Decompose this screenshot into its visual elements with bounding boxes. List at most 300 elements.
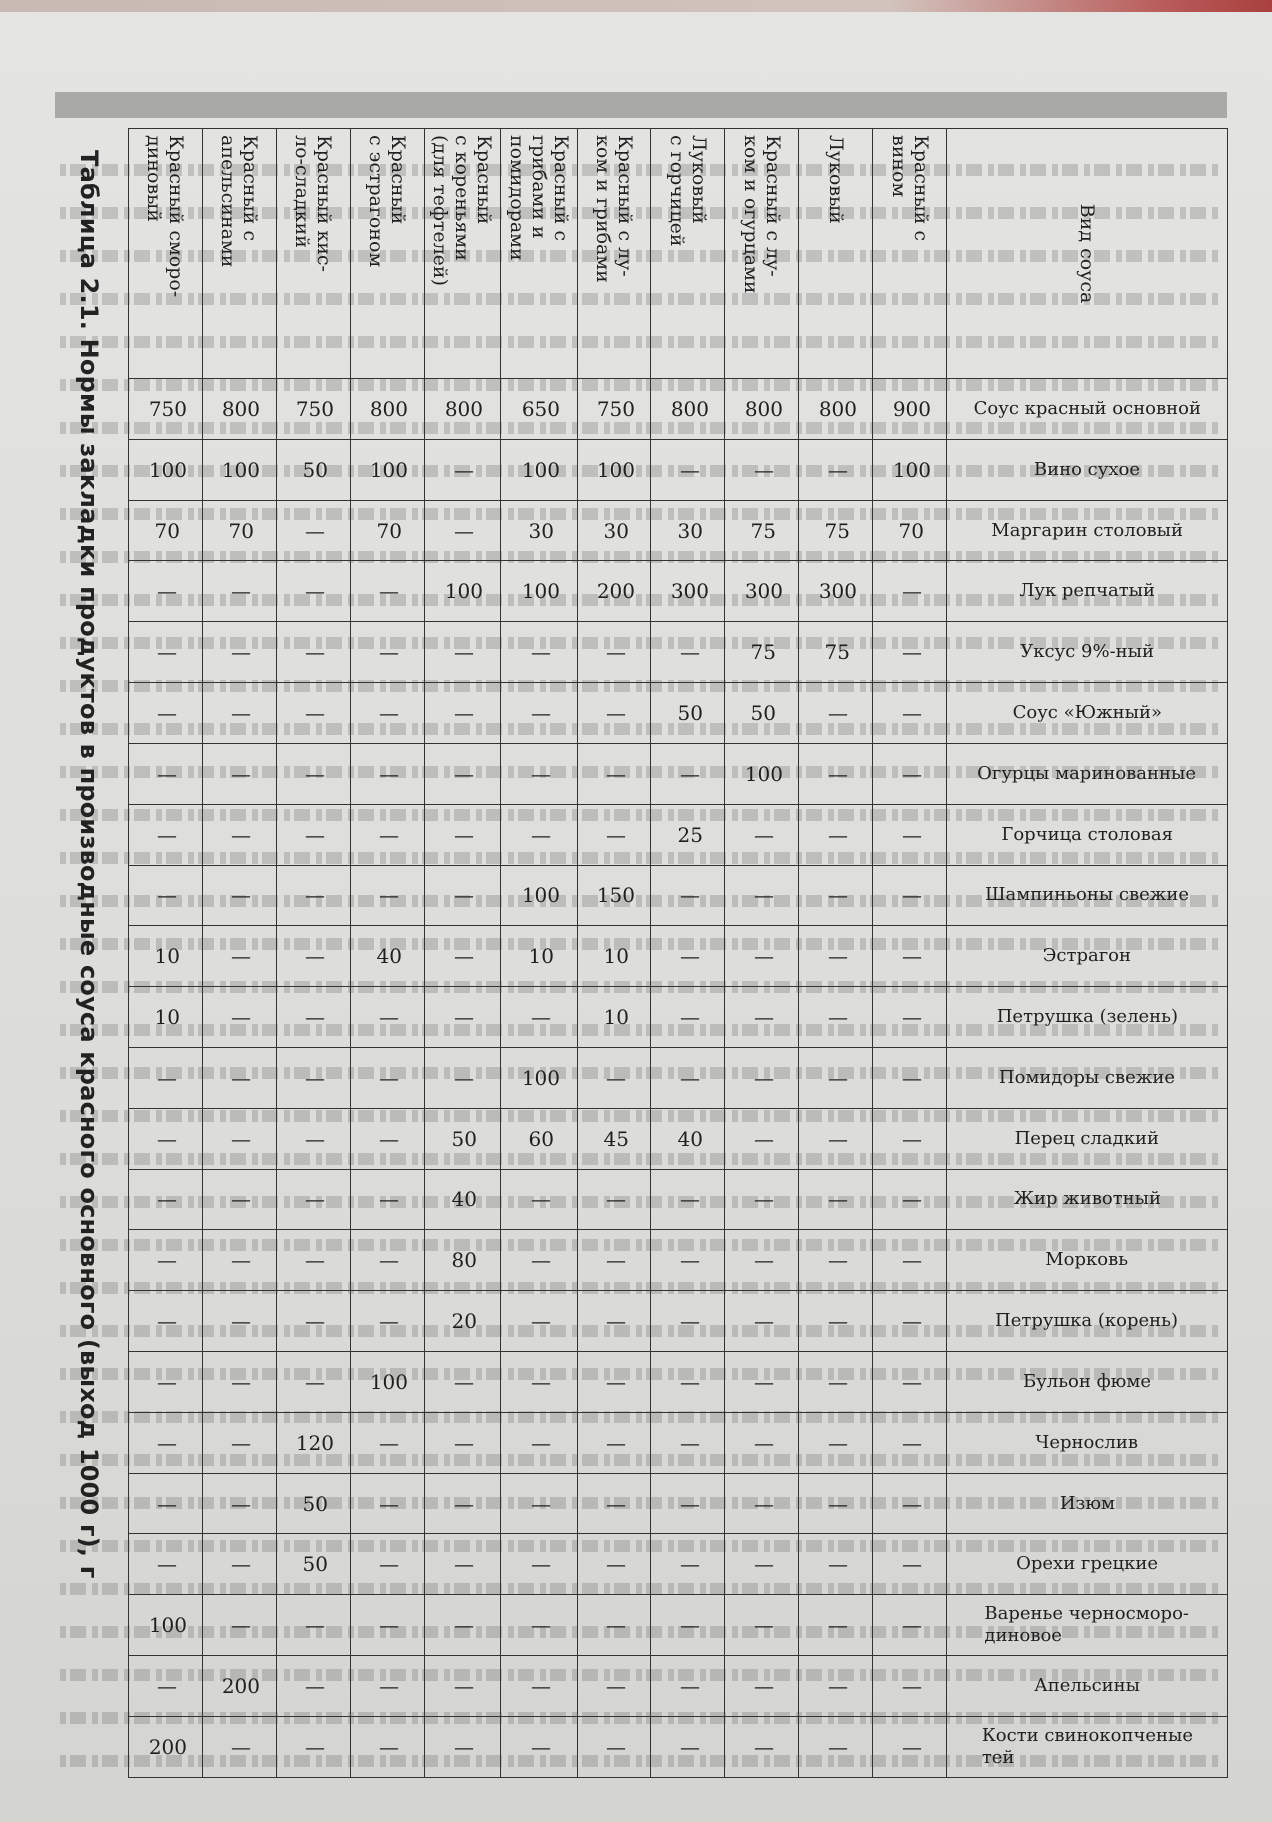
quantity-value: —	[530, 1491, 551, 1516]
quantity-cell	[350, 1716, 424, 1777]
quantity-cell	[725, 1412, 799, 1473]
quantity-value: —	[379, 822, 400, 847]
quantity-value: —	[379, 579, 400, 604]
quantity-cell	[501, 1716, 577, 1777]
quantity-cell	[577, 1716, 651, 1777]
quantity-value: 40	[376, 944, 402, 969]
quantity-value: 750	[296, 396, 335, 421]
quantity-cell	[350, 1595, 424, 1656]
quantity-cell	[424, 1230, 500, 1291]
quantity-cell	[577, 926, 651, 987]
quantity-value: 70	[898, 518, 925, 543]
quantity-cell	[725, 1656, 799, 1717]
quantity-value: —	[157, 1065, 178, 1090]
quantity-value: 300	[744, 579, 783, 604]
quantity-cell	[350, 1108, 424, 1169]
quantity-value: —	[827, 883, 848, 908]
quantity-cell	[651, 1169, 725, 1230]
quantity-cell	[424, 1108, 500, 1169]
quantity-cell	[799, 865, 873, 926]
quantity-value: —	[530, 1734, 551, 1759]
quantity-cell	[873, 1656, 947, 1717]
quantity-cell	[873, 561, 947, 622]
quantity-value: —	[379, 1491, 400, 1516]
quantity-value: —	[606, 700, 626, 725]
quantity-cell	[577, 1595, 651, 1656]
quantity-value: 100	[521, 579, 560, 604]
header-ingredient-label: Орехи грецкие	[1016, 1553, 1158, 1575]
quantity-value: —	[606, 761, 626, 786]
quantity-cell	[424, 500, 500, 561]
quantity-cell	[276, 379, 350, 440]
quantity-cell	[873, 1473, 947, 1534]
quantity-cell	[725, 683, 799, 744]
quantity-value: —	[530, 1430, 551, 1455]
quantity-value: —	[454, 1613, 475, 1638]
quantity-cell	[424, 1595, 500, 1656]
quantity-value: 30	[603, 518, 629, 543]
sauce-name: Красный с лу- ком и огурцами	[725, 129, 799, 379]
quantity-value: —	[606, 1309, 626, 1334]
quantity-cell	[424, 987, 500, 1048]
quantity-cell	[129, 1108, 203, 1169]
header-ingredient	[947, 926, 1228, 987]
quantity-value: —	[827, 761, 848, 786]
quantity-cell	[651, 1656, 725, 1717]
quantity-cell	[202, 1291, 276, 1352]
quantity-cell	[276, 865, 350, 926]
quantity-value: —	[454, 1430, 475, 1455]
header-ingredient-label: Петрушка (корень)	[995, 1310, 1179, 1332]
quantity-cell	[799, 683, 873, 744]
quantity-cell	[651, 1108, 725, 1169]
quantity-cell	[725, 500, 799, 561]
quantity-value: —	[827, 700, 848, 725]
quantity-value: 100	[892, 457, 931, 482]
quantity-cell	[202, 987, 276, 1048]
quantity-value: —	[606, 1065, 626, 1090]
quantity-cell	[424, 1352, 500, 1413]
quantity-value: —	[231, 640, 252, 665]
quantity-value: 100	[148, 457, 187, 482]
quantity-value: —	[827, 1126, 848, 1151]
quantity-cell	[424, 1534, 500, 1595]
quantity-cell	[873, 439, 947, 500]
quantity-cell	[276, 561, 350, 622]
quantity-value: 30	[528, 518, 554, 543]
quantity-cell	[129, 1047, 203, 1108]
quantity-value: 300	[818, 579, 857, 604]
quantity-cell	[799, 1230, 873, 1291]
quantity-cell	[202, 1412, 276, 1473]
quantity-cell	[651, 743, 725, 804]
quantity-cell	[424, 1473, 500, 1534]
quantity-value: —	[157, 700, 178, 725]
quantity-value: —	[454, 1673, 475, 1698]
quantity-value: —	[530, 1309, 551, 1334]
quantity-cell	[350, 1473, 424, 1534]
quantity-value: —	[606, 1430, 626, 1455]
quantity-cell	[725, 1047, 799, 1108]
quantity-cell	[501, 1473, 577, 1534]
quantity-cell	[424, 683, 500, 744]
quantity-cell	[577, 500, 651, 561]
quantity-value: —	[231, 1369, 252, 1394]
quantity-value: —	[157, 761, 178, 786]
quantity-value: —	[530, 761, 551, 786]
quantity-cell	[202, 1656, 276, 1717]
quantity-cell	[202, 865, 276, 926]
sauce-name: Красный сморо- диновый	[129, 129, 203, 379]
quantity-value: —	[231, 1309, 252, 1334]
quantity-value: —	[530, 1005, 551, 1030]
quantity-value: —	[827, 1065, 848, 1090]
header-ingredient-label: Помидоры свежие	[998, 1066, 1176, 1088]
quantity-value: —	[454, 700, 475, 725]
quantity-cell	[799, 1656, 873, 1717]
quantity-value: —	[606, 1613, 626, 1638]
header-ingredient	[947, 987, 1228, 1048]
sauce-name: Красный кис- ло-сладкий	[276, 129, 350, 379]
quantity-cell	[424, 561, 500, 622]
quantity-value: —	[753, 1673, 774, 1698]
quantity-value: 20	[451, 1309, 478, 1334]
quantity-value: 10	[154, 1005, 181, 1030]
quantity-cell	[276, 683, 350, 744]
quantity-cell	[129, 561, 203, 622]
quantity-cell	[799, 379, 873, 440]
quantity-value: —	[305, 1126, 326, 1151]
quantity-value: —	[379, 1430, 400, 1455]
quantity-cell	[725, 1291, 799, 1352]
quantity-value: —	[827, 1248, 848, 1273]
quantity-cell	[350, 865, 424, 926]
header-sauce-type: Вид соуса	[947, 129, 1228, 379]
quantity-value: 10	[603, 944, 629, 969]
quantity-cell	[501, 865, 577, 926]
quantity-value: —	[827, 1369, 848, 1394]
quantity-cell	[799, 1595, 873, 1656]
header-ingredient	[947, 683, 1228, 744]
quantity-value: —	[606, 1187, 626, 1212]
table-row	[725, 129, 799, 1778]
top-color-strip	[0, 0, 1272, 12]
quantity-value: 100	[445, 579, 484, 604]
quantity-cell	[276, 1534, 350, 1595]
quantity-cell	[873, 1352, 947, 1413]
sauce-name: Красный с вином	[873, 129, 947, 379]
quantity-cell	[577, 379, 651, 440]
quantity-cell	[501, 1108, 577, 1169]
header-ingredient-label: Перец сладкий	[1014, 1127, 1160, 1149]
quantity-cell	[577, 1534, 651, 1595]
quantity-value: —	[901, 883, 922, 908]
header-ingredient-label: Горчица столовая	[1001, 823, 1173, 845]
quantity-cell	[202, 1534, 276, 1595]
header-ingredient-label: Уксус 9%-ный	[1020, 641, 1154, 663]
quantity-cell	[202, 561, 276, 622]
quantity-value: —	[305, 1734, 326, 1759]
header-ingredient	[947, 1534, 1228, 1595]
quantity-cell	[651, 1595, 725, 1656]
quantity-cell	[725, 1716, 799, 1777]
header-ingredient-label: Чернослив	[1035, 1431, 1139, 1453]
quantity-value: —	[231, 944, 252, 969]
quantity-value: —	[305, 1065, 326, 1090]
quantity-cell	[424, 743, 500, 804]
quantity-value: 50	[302, 1491, 328, 1516]
quantity-cell	[501, 743, 577, 804]
quantity-value: 800	[222, 396, 261, 421]
quantity-cell	[129, 1534, 203, 1595]
quantity-value: —	[305, 1187, 326, 1212]
quantity-value: 50	[302, 1552, 328, 1577]
quantity-cell	[202, 683, 276, 744]
quantity-cell	[424, 1169, 500, 1230]
quantity-cell	[276, 1412, 350, 1473]
quantity-cell	[873, 379, 947, 440]
quantity-value: —	[679, 1187, 700, 1212]
quantity-cell	[501, 1534, 577, 1595]
quantity-cell	[424, 1656, 500, 1717]
quantity-cell	[651, 622, 725, 683]
quantity-value: —	[157, 1248, 178, 1273]
quantity-value: —	[305, 1005, 326, 1030]
quantity-cell	[350, 561, 424, 622]
quantity-cell	[873, 926, 947, 987]
quantity-cell	[799, 1716, 873, 1777]
quantity-value: 100	[521, 1065, 560, 1090]
quantity-value: —	[530, 1248, 551, 1273]
quantity-cell	[129, 622, 203, 683]
quantity-value: —	[379, 1613, 400, 1638]
quantity-cell	[276, 1047, 350, 1108]
quantity-value: —	[606, 822, 626, 847]
quantity-cell	[350, 683, 424, 744]
quantity-cell	[276, 1169, 350, 1230]
quantity-value: 800	[370, 396, 409, 421]
quantity-cell	[501, 561, 577, 622]
quantity-value: 100	[370, 457, 409, 482]
quantity-value: —	[827, 944, 848, 969]
quantity-value: —	[901, 761, 922, 786]
quantity-cell	[424, 804, 500, 865]
quantity-value: —	[454, 761, 475, 786]
quantity-cell	[129, 500, 203, 561]
quantity-value: 650	[521, 396, 560, 421]
quantity-cell	[350, 1291, 424, 1352]
quantity-cell	[725, 743, 799, 804]
quantity-value: 100	[744, 761, 783, 786]
quantity-value: —	[454, 1734, 475, 1759]
quantity-value: —	[827, 1005, 848, 1030]
quantity-cell	[129, 987, 203, 1048]
quantity-value: —	[679, 883, 700, 908]
quantity-value: —	[753, 1005, 774, 1030]
quantity-value: —	[231, 1187, 252, 1212]
quantity-value: —	[454, 1369, 475, 1394]
quantity-value: —	[157, 1187, 178, 1212]
quantity-value: —	[753, 457, 774, 482]
quantity-cell	[725, 1473, 799, 1534]
quantity-cell	[577, 1473, 651, 1534]
quantity-value: —	[305, 518, 326, 543]
quantity-value: —	[231, 822, 252, 847]
quantity-cell	[350, 1656, 424, 1717]
quantity-cell	[651, 500, 725, 561]
quantity-cell	[350, 622, 424, 683]
header-ingredient	[947, 439, 1228, 500]
quantity-cell	[276, 1108, 350, 1169]
quantity-cell	[276, 1230, 350, 1291]
quantity-value: —	[305, 822, 326, 847]
quantity-cell	[129, 379, 203, 440]
quantity-cell	[276, 500, 350, 561]
quantity-cell	[276, 1656, 350, 1717]
quantity-value: —	[530, 822, 551, 847]
quantity-value: —	[379, 1005, 400, 1030]
norms-table	[128, 128, 1228, 1778]
quantity-cell	[129, 1656, 203, 1717]
quantity-value: —	[901, 1248, 922, 1273]
quantity-value: —	[606, 1369, 626, 1394]
quantity-cell	[651, 683, 725, 744]
quantity-cell	[799, 500, 873, 561]
header-row	[947, 129, 1228, 1778]
quantity-value: 70	[376, 518, 402, 543]
quantity-value: —	[679, 1005, 700, 1030]
header-band	[55, 92, 1227, 118]
quantity-value: 75	[824, 518, 851, 543]
quantity-value: —	[305, 579, 326, 604]
sauce-name: Красный с кореньями (для тефтелей)	[424, 129, 500, 379]
quantity-value: —	[305, 1613, 326, 1638]
quantity-cell	[799, 1412, 873, 1473]
quantity-cell	[799, 1169, 873, 1230]
quantity-value: —	[454, 822, 475, 847]
header-ingredient	[947, 1412, 1228, 1473]
quantity-value: —	[753, 822, 774, 847]
quantity-cell	[651, 561, 725, 622]
quantity-cell	[873, 622, 947, 683]
quantity-value: —	[679, 457, 700, 482]
quantity-cell	[725, 379, 799, 440]
quantity-value: —	[231, 1430, 252, 1455]
quantity-cell	[129, 1595, 203, 1656]
quantity-value: 25	[677, 822, 703, 847]
quantity-value: —	[157, 1369, 178, 1394]
quantity-cell	[129, 743, 203, 804]
header-ingredient-label: Соус «Южный»	[1012, 701, 1162, 723]
quantity-cell	[799, 1473, 873, 1534]
quantity-cell	[799, 1291, 873, 1352]
header-ingredient	[947, 1352, 1228, 1413]
quantity-cell	[202, 1352, 276, 1413]
quantity-value: —	[827, 1187, 848, 1212]
quantity-cell	[276, 1716, 350, 1777]
quantity-cell	[129, 1291, 203, 1352]
quantity-cell	[424, 439, 500, 500]
header-ingredient	[947, 743, 1228, 804]
table-caption: Таблица 2.1. Нормы закладки продуктов в производные соуса красного основного (выход 1000 г), г	[75, 150, 103, 1579]
quantity-cell	[424, 1716, 500, 1777]
quantity-value: —	[606, 1491, 626, 1516]
quantity-cell	[501, 1656, 577, 1717]
quantity-cell	[873, 1169, 947, 1230]
quantity-cell	[873, 1230, 947, 1291]
header-ingredient	[947, 1230, 1228, 1291]
quantity-value: —	[379, 1248, 400, 1273]
quantity-value: —	[827, 1673, 848, 1698]
quantity-cell	[577, 1169, 651, 1230]
quantity-value: 40	[677, 1126, 703, 1151]
quantity-cell	[873, 1108, 947, 1169]
quantity-value: —	[827, 1613, 848, 1638]
quantity-cell	[651, 1716, 725, 1777]
quantity-cell	[873, 1716, 947, 1777]
quantity-value: 50	[302, 457, 328, 482]
header-ingredient	[947, 1473, 1228, 1534]
quantity-cell	[276, 926, 350, 987]
quantity-value: —	[157, 1491, 178, 1516]
quantity-value: —	[901, 579, 922, 604]
quantity-cell	[202, 926, 276, 987]
header-ingredient-label: Кости свинокопченые тей	[981, 1724, 1193, 1768]
quantity-value: —	[827, 822, 848, 847]
quantity-cell	[129, 1230, 203, 1291]
quantity-cell	[350, 804, 424, 865]
quantity-value: 40	[451, 1187, 478, 1212]
quantity-value: —	[231, 883, 252, 908]
quantity-cell	[424, 865, 500, 926]
quantity-cell	[129, 439, 203, 500]
quantity-value: —	[753, 1309, 774, 1334]
quantity-cell	[799, 561, 873, 622]
quantity-cell	[276, 987, 350, 1048]
quantity-value: —	[454, 1491, 475, 1516]
quantity-cell	[577, 865, 651, 926]
header-ingredient	[947, 561, 1228, 622]
quantity-cell	[799, 1534, 873, 1595]
quantity-cell	[501, 683, 577, 744]
quantity-cell	[501, 1352, 577, 1413]
quantity-cell	[725, 1230, 799, 1291]
quantity-value: 200	[596, 579, 636, 604]
quantity-cell	[577, 743, 651, 804]
quantity-cell	[501, 622, 577, 683]
quantity-value: —	[379, 883, 400, 908]
quantity-value: —	[753, 1187, 774, 1212]
quantity-cell	[799, 987, 873, 1048]
header-ingredient-label: Лук репчатый	[1019, 580, 1155, 602]
quantity-cell	[501, 1169, 577, 1230]
quantity-cell	[501, 804, 577, 865]
quantity-cell	[202, 1169, 276, 1230]
quantity-cell	[651, 1047, 725, 1108]
quantity-cell	[501, 926, 577, 987]
quantity-cell	[129, 804, 203, 865]
quantity-value: 30	[677, 518, 703, 543]
quantity-cell	[577, 1412, 651, 1473]
quantity-value: —	[379, 1065, 400, 1090]
table-row	[873, 129, 947, 1778]
sauce-name: Красный с апельсинами	[202, 129, 276, 379]
quantity-cell	[129, 1716, 203, 1777]
quantity-cell	[577, 1291, 651, 1352]
quantity-cell	[725, 1534, 799, 1595]
quantity-cell	[651, 1534, 725, 1595]
quantity-value: —	[305, 1309, 326, 1334]
